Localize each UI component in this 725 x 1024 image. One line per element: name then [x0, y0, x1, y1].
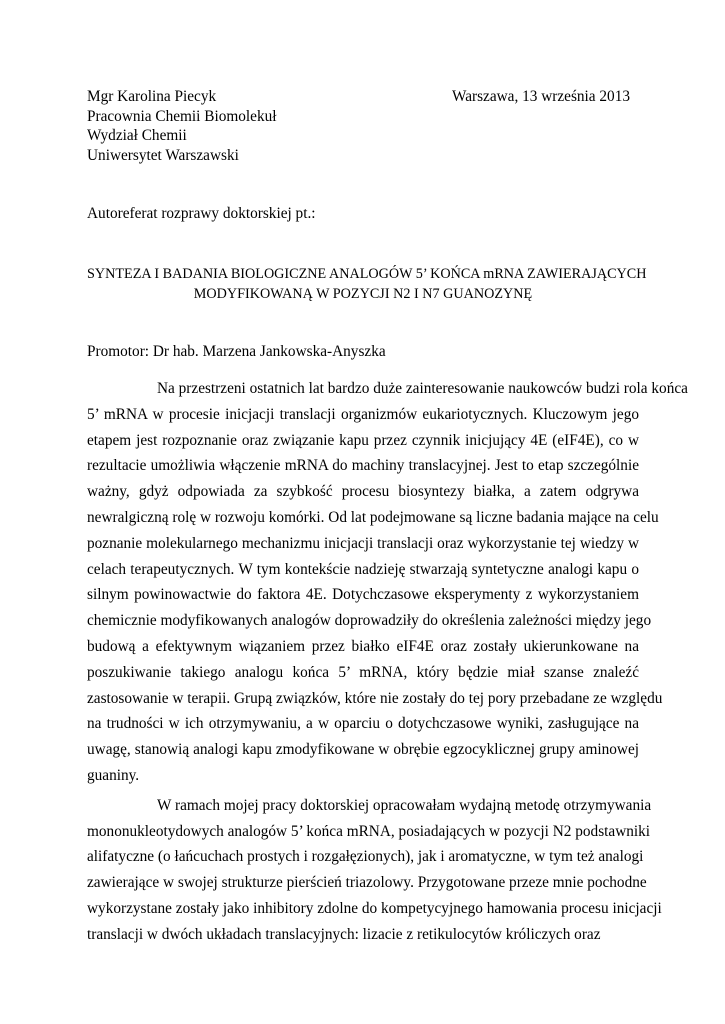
paragraph-line: W ramach mojej pracy doktorskiej opracowałam wydajną metodę otrzymywania [157, 796, 652, 814]
sender-name: Mgr Karolina Piecyk [87, 88, 217, 105]
paragraph-line: alifatyczne (o łańcuchach prostych i rozgałęzionych), jak i aromatyczne, w tym też analogi [87, 848, 644, 866]
intro-line: Autoreferat rozprawy doktorskiej pt.: [87, 205, 316, 222]
paragraph-line: Na przestrzeni ostatnich lat bardzo duże zainteresowanie naukowców budzi rola końca [157, 380, 688, 397]
body-paragraph [87, 376, 688, 789]
letter-date: Warszawa, 13 września 2013 [451, 88, 630, 105]
body-paragraph [87, 793, 662, 948]
sender-department: Pracownia Chemii Biomolekuł [87, 107, 277, 125]
paragraph-line: uwagę, stanowią analogi kapu zmodyfikowane w obrębie egzocyklicznej grupy aminowej [87, 741, 639, 759]
letter-header [87, 87, 630, 165]
paragraph-line: poznanie molekularnego mechanizmu inicjacji translacji oraz wykorzystanie tej wiedzy w [87, 534, 639, 552]
paragraph-line: mononukleotydowych analogów 5’ końca mRNA, posiadających w pozycji N2 podstawniki [87, 822, 651, 840]
sender-university: Uniwersytet Warszawski [87, 146, 239, 164]
paragraph-line: 5’ mRNA w procesie inicjacji translacji organizmów eukariotycznych. Kluczowym jego [87, 405, 639, 423]
paragraph-line: wykorzystane zostały jako inhibitory zdolne do kompetycyjnego hamowania procesu inicjacji [87, 899, 662, 917]
paragraph-line: poszukiwanie takiego analogu końca 5’ mRNA, który będzie miał szanse znaleźć [87, 663, 639, 681]
promotor-line: Promotor: Dr hab. Marzena Jankowska-Anyszka [87, 343, 386, 360]
paragraph-line: zawierające w swojej strukturze pierścień triazolowy. Przygotowane przeze mnie pochodne [87, 874, 647, 892]
paragraph-line: guaniny. [87, 766, 140, 784]
paragraph-line: etapem jest rozpoznanie oraz związanie kapu przez czynnik inicjujący 4E (eIF4E), co w [87, 431, 639, 449]
paragraph-line: chemicznie modyfikowanych analogów doprowadziły do określenia zależności między jego [87, 612, 652, 630]
paragraph-line: silnym powinowactwie do faktora 4E. Dotychczasowe eksperymenty z wykorzystaniem [87, 586, 639, 604]
paragraph-line: na trudności w ich otrzymywaniu, a w oparciu o dotychczasowe wyniki, zasługujące na [87, 715, 639, 733]
paragraph-line: translacji w dwóch układach translacyjnych: lizacie z retikulocytów króliczych oraz [87, 925, 601, 943]
paragraph-line: celach terapeutycznych. W tym kontekście nadzieję stwarzają syntetyczne analogi kapu o [87, 560, 639, 578]
sender-faculty: Wydział Chemii [87, 127, 187, 144]
paragraph-line: ważny, gdyż odpowiada za szybkość procesu biosyntezy białka, a zatem odgrywa [87, 483, 639, 501]
thesis-title [87, 264, 647, 304]
thesis-title-line: MODYFIKOWANĄ W POZYCJI N2 I N7 GUANOZYNĘ [193, 286, 533, 302]
paragraph-line: budową a efektywnym wiązaniem przez białko eIF4E oraz zostały ukierunkowane na [87, 637, 639, 655]
paragraph-line: newralgiczną rolę w rozwoju komórki. Od lat podejmowane są liczne badania mające na celu [87, 508, 659, 526]
paragraph-line: zastosowanie w terapii. Grupą związków, które nie zostały do tej pory przebadane ze względu [87, 689, 663, 707]
thesis-title-line: SYNTEZA I BADANIA BIOLOGICZNE ANALOGÓW 5’ KOŃCA mRNA ZAWIERAJĄCYCH [87, 266, 647, 282]
body-text [87, 376, 688, 952]
paragraph-line: rezultacie umożliwia włączenie mRNA do machiny translacyjnej. Jest to etap szczególnie [87, 457, 639, 475]
